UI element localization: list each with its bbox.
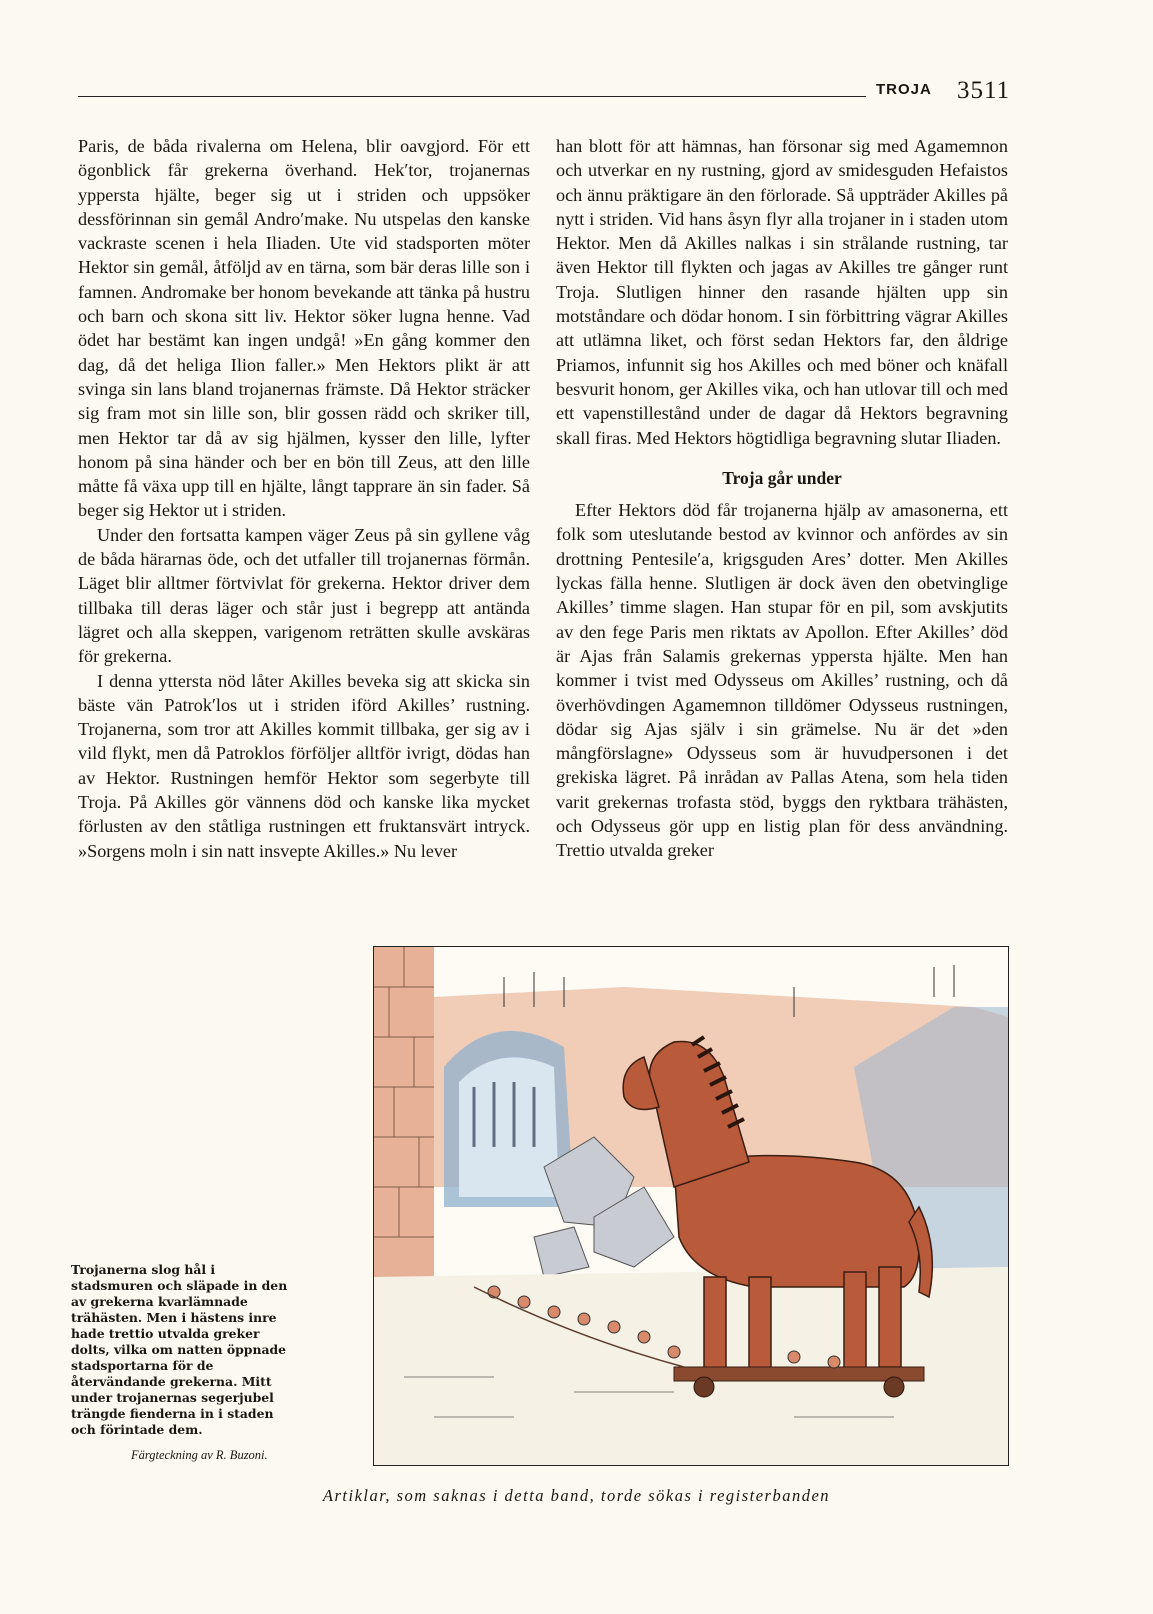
paragraph: I denna yttersta nöd låter Akilles beveka sig att skicka sin bäste vän Patrok′los ut i striden iförd Akilles’ rustning. Trojanerna, som tror att Akilles kommit tillbaka, ger sig av i vild flykt, men då Patroklos förföljer alltför ivrigt, dödas han av Hektor. Rustningen hemför Hektor som segerbyte till Troja. På Akilles gör vännens död och kanske lika mycket förlusten av den ståtliga rustningen ett fruktansvärt intryck. »Sorgens moln i sin natt insvepte Akilles.» Nu lever <box>78 670 530 861</box>
right-column <box>556 134 1008 863</box>
running-head: TROJA <box>876 81 932 98</box>
paragraph: han blott för att hämnas, han försonar sig med Agamemnon och utverkar en ny rustning, gjord av smidesguden Hefaistos och ännu präktigare än den förlorade. Så uppträder Akilles på nytt i striden. Vid hans åsyn flyr alla trojaner in i staden utom Hektor. Men då Akilles nalkas i sin strålande rustning, tar även Hektor till flykten och jagas av Akilles tre gånger runt Troja. Slutligen hinner den rasande hjälten upp sin motståndare och dödar honom. I sin förbittring vägrar Akilles att utlämna liket, och först sedan Hektors far, den åldrige Priamos, infunnit sig hos Akilles och med böner och knäfall besvurit honom, ger Akilles vika, och han utlovar till och med ett vapenstillestånd under de dagar då Hektors begravning skall firas. Med Hektors högtidliga begravning slutar Iliaden. <box>556 136 1008 448</box>
paragraph: Efter Hektors död får trojanerna hjälp av amasonerna, ett folk som uteslutande bestod av kvinnor och anfördes av sin drottning Pentesile′a, krigsguden Ares’ dotter. Men Akilles lyckas fälla henne. Slutligen är dock även den obetvinglige Akilles’ timme slagen. Han stupar för en pil, som avskjutits av den fege Paris men riktats av Apollon. Efter Akilles’ död är Ajas från Salamis grekernas yppersta hjälte. Men han kommer i tvist med Odysseus om Akilles’ rustning, och då överhövdingen Agamemnon tilldömer Odysseus rustningen, dödar sig Ajas själv i sin grämelse. Nu är det »den mångförslagne» Odysseus som är huvudpersonen i det grekiska lägret. På inrådan av Pallas Atena, som hela tiden varit grekernas trofasta stöd, byggs den ryktbara trähästen, och Odysseus gör upp en listig plan för dess användning. Trettio utvalda greker <box>556 500 1008 861</box>
header-rule <box>78 96 866 97</box>
paragraph: Under den fortsatta kampen väger Zeus på sin gyllene våg de båda härarnas öde, och det utfaller till trojanernas förmån. Läget blir alltmer förtvivlat för grekerna. Hektor driver dem tillbaka till deras läger och står just i begrepp att antända lägret och alla skeppen, varigenom reträtten skulle avskäras för grekerna. <box>78 524 530 667</box>
figure-caption: Trojanerna slog hål i stadsmuren och släpade in den av grekerna kvarlämnade trähästen. Men i hästens inre hade trettio utvalda greker dolts, vilka om natten öppnade stadsportarna för de återvändande grekerna. Mitt under trojanernas segerjubel trängde fienderna in i staden och förintade dem. <box>71 1262 288 1437</box>
illustration-drawing <box>374 947 1008 1465</box>
figure-credit: Färgteckning av R. Buzoni. <box>131 1448 268 1462</box>
paragraph: Paris, de båda rivalerna om Helena, blir oavgjord. För ett ögonblick får grekerna överhand. Hek′tor, trojanernas yppersta hjälte, beger sig ut i striden och uppsöker dessförinnan sin gemål Andro′make. Nu utspelas den kanske vackraste scenen i hela Iliaden. Ute vid stadsporten möter Hektor sin gemål, åtföljd av en tärna, som bär deras lille son i famnen. Andromake ber honom bevekande att tänka på hustru och barn och skona sitt liv. Hektor söker lugna henne. Vad ödet har bestämt kan ingen undgå! »En gång kommer den dag, då det heliga Ilion faller.» Men Hektors plikt är att svinga sin lans bland trojanernas främste. Då Hektor sträcker sig fram mot sin lille son, blir gossen rädd och skriker till, men Hektor tar då av sig hjälmen, kysser den lille, lyfter honom på sina händer och ber en bön till Zeus, att den lille måtte få växa upp till en hjälte, långt tapprare än sin fader. Så beger sig Hektor ut i striden. <box>78 136 531 521</box>
page-number: 3511 <box>957 77 1011 104</box>
left-column <box>78 134 530 863</box>
footer-note: Artiklar, som saknas i detta band, torde sökas i registerbanden <box>322 1486 831 1505</box>
section-heading: Troja går under <box>722 467 842 488</box>
trojan-horse-illustration <box>373 946 1009 1466</box>
